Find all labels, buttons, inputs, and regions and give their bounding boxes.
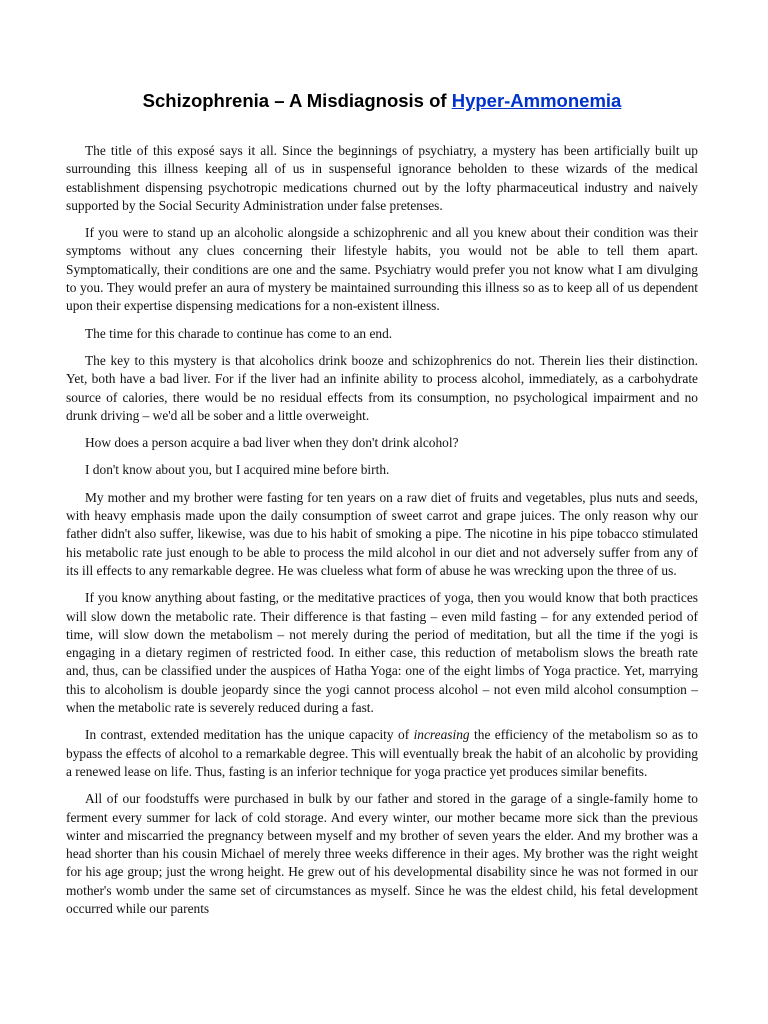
- title-text: Schizophrenia – A Misdiagnosis of: [142, 90, 452, 111]
- document-page: [66, 88, 698, 927]
- hyper-ammonemia-link[interactable]: Hyper-Ammonemia: [451, 90, 622, 111]
- paragraph-1: The title of this exposé says it all. Since the beginnings of psychiatry, a mystery has been artificially built up surrounding this illness keeping all of us in suspenseful ignorance beholden to these wizards of the medical establishment dispensing psychotropic medications churned out by the lofty pharmaceutical industry and naively supported by the Social Security Administration under false pretenses.: [66, 143, 698, 213]
- paragraph-9-start: In contrast, extended meditation has the unique capacity of: [85, 727, 414, 743]
- paragraph-4: The key to this mystery is that alcoholics drink booze and schizophrenics do not. Therein lies their distinction. Yet, both have a bad liver. For if the liver had an infinite ability to process alcohol, immediately, as a carbohydrate source of calories, there would be no residual effects from its consumption, no psychological impairment and no drunk driving – we'd all be sober and a little overweight.: [66, 352, 698, 423]
- paragraph-9-end: the efficiency of the metabolism so as to bypass the effects of alcohol to a remarkable degree. This will eventually break the habit of an alcoholic by providing a renewed lease on life. Thus, fasting is an inferior technique for yoga practice yet produces similar benefits.: [66, 727, 698, 779]
- paragraph-8: If you know anything about fasting, or the meditative practices of yoga, then you would know that both practices will slow down the metabolic rate. Their difference is that fasting – even mild fasting – for any extended period of time, will slow down the metabolism – not merely during the period of meditation, but all the time if the yogi is engaging in a dietary regimen of restricted food. In either case, this reduction of metabolism slows the breath rate and, thus, can be classified under the auspices of Hatha Yoga: one of the eight limbs of Yoga practice. Yet, marrying this to alcoholism is double jeopardy since the yogi cannot process alcohol – not even mild alcohol consumption – when the metabolic rate is severely reduced during a fast.: [66, 590, 698, 716]
- paragraph-9: [66, 726, 698, 781]
- paragraph-7: My mother and my brother were fasting for ten years on a raw diet of fruits and vegetables, plus nuts and seeds, with heavy emphasis made upon the daily consumption of sweet carrot and grape juices. The only reason why our father didn't also suffer, likewise, was due to his habit of smoking a pipe. The nicotine in his pipe tobacco stimulated his metabolic rate just enough to be able to process the mild alcohol in our diet and not adversely suffer from any of its ill effects to any remarkable degree. He was clueless what form of abuse he was wrecking upon the three of us.: [66, 489, 698, 578]
- paragraph-3: The time for this charade to continue has come to an end.: [85, 325, 393, 341]
- paragraph-5: How does a person acquire a bad liver when they don't drink alcohol?: [85, 435, 459, 451]
- document-title: [66, 88, 698, 114]
- paragraph-6: I don't know about you, but I acquired mine before birth.: [85, 462, 390, 478]
- paragraph-10: All of our foodstuffs were purchased in bulk by our father and stored in the garage of a single-family home to ferment every summer for lack of cold storage. And every winter, our mother became more sick than the previous winter and miscarried the pregnancy between myself and my brother of seven years the elder. And my brother was a head shorter than his cousin Michael of merely three weeks difference in their ages. My brother was the right weight for his age group; just the wrong height. He grew out of his developmental disability since he was not formed in our mother's womb under the same set of circumstances as myself. Since he was the eldest child, his fetal development occurred while our parents: [66, 791, 698, 916]
- paragraph-2: If you were to stand up an alcoholic alongside a schizophrenic and all you knew about their condition was their symptoms without any clues concerning their lifestyle habits, you would not be able to tell them apart. Symptomatically, their conditions are one and the same. Psychiatry would prefer you not know what I am divulging to you. They would prefer an aura of mystery be maintained surrounding this illness so as to keep all of us dependent upon their expertise dispensing medications for a non-existent illness.: [66, 225, 698, 314]
- emphasis-increasing: increasing: [413, 727, 470, 743]
